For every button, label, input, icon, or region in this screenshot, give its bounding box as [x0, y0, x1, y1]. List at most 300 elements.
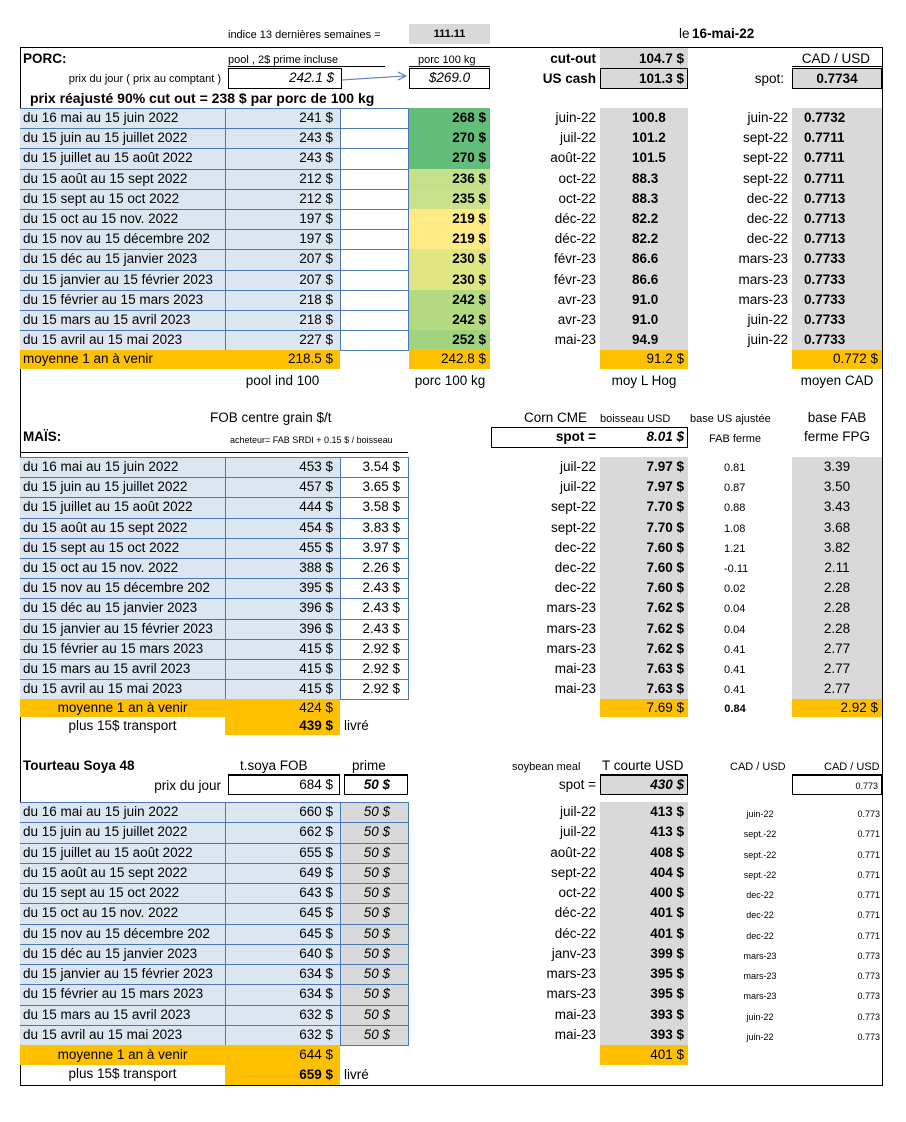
prix-jour-label: prix du jour ( prix au comptant ): [68, 73, 221, 85]
mais-base-value: 0.41: [724, 664, 746, 676]
porc-lhog-value: 101.2: [632, 130, 666, 146]
mais-avg-base: 0.84: [724, 703, 746, 715]
soya-avg-usd: 401 $: [650, 1047, 684, 1062]
soya-cad-value: 0.773: [857, 809, 880, 819]
porc-lhog-month: févr-23: [553, 251, 596, 267]
soya-cad-spot: 0.773: [855, 781, 878, 791]
mais-period: du 15 juillet au 15 août 2022: [23, 499, 193, 515]
mais-cme-value: 7.70 $: [646, 519, 684, 535]
porc-avg-label: moyenne 1 an à venir: [23, 351, 153, 366]
mais-bu-value: 2.43 $: [362, 580, 400, 596]
mais-fab-value: 3.82: [823, 539, 851, 555]
porc-cad-month: juin-22: [747, 312, 788, 327]
porc-pool-value: 197 $: [299, 231, 333, 247]
mais-bu-value: 2.92 $: [362, 640, 400, 656]
porc100-label: porc 100 kg: [418, 54, 476, 66]
porc-period: du 15 janvier au 15 février 2023: [23, 271, 213, 287]
pool-label: pool , 2$ prime incluse: [228, 54, 339, 66]
soya-cad-value: 0.773: [857, 950, 880, 961]
soya-month: mars-23: [546, 986, 596, 1002]
soya-period: du 15 déc au 15 janvier 2023: [23, 945, 198, 961]
mais-cme-value: 7.62 $: [646, 620, 684, 636]
soya-fob-value: 660 $: [299, 804, 333, 819]
mais-bu-value: 2.26 $: [362, 560, 400, 575]
porc-100kg-value: 242 $: [452, 291, 486, 307]
soya-avg-fob: 644 $: [299, 1047, 333, 1062]
soya-usd-value: 400 $: [650, 885, 684, 900]
cadusd-label-2: CAD / USD: [824, 761, 880, 773]
tcourte-label: T courte USD: [602, 758, 684, 773]
soya-prime-value: 50 $: [363, 1026, 390, 1042]
soya-cad-month: juin-22: [746, 809, 774, 819]
soya-cad-month: juin-22: [746, 1011, 774, 1022]
porc-cad-value: 0.7713: [804, 211, 846, 226]
porc-cad-month: dec-22: [746, 231, 788, 247]
boisseau-label: boisseau USD: [600, 413, 671, 425]
soya-cad-month: dec-22: [746, 890, 774, 900]
porc-pool-value: 197 $: [299, 211, 333, 226]
soya-fob-value: 632 $: [299, 1006, 333, 1022]
porc-cad-value: 0.7733: [804, 251, 846, 267]
soya-month: mai-23: [554, 1006, 596, 1022]
soya-usd-value: 401 $: [650, 925, 684, 941]
soya-period: du 15 février au 15 mars 2023: [23, 986, 204, 1002]
soya-fob-value: 655 $: [299, 844, 333, 860]
porc-pool-value: 218 $: [299, 291, 333, 307]
porc-period: du 15 déc au 15 janvier 2023: [23, 251, 198, 267]
porc-100kg-value: 268 $: [452, 110, 486, 125]
soya-cad-month: dec-22: [746, 910, 774, 921]
soya-period: du 15 juillet au 15 août 2022: [23, 844, 193, 860]
soya-cad-value: 0.771: [857, 890, 880, 900]
porc-lhog-month: juin-22: [555, 110, 596, 125]
mais-cme-month: mai-23: [554, 661, 596, 676]
mais-cme-value: 7.70 $: [646, 499, 684, 515]
mais-transport-value: 439 $: [299, 718, 333, 733]
cadusd-label: CAD / USD: [801, 51, 870, 66]
porc-cad-value: 0.7733: [804, 271, 846, 287]
mais-base-value: 1.21: [724, 542, 746, 555]
soya-period: du 15 janvier au 15 février 2023: [23, 966, 213, 981]
soya-prime-value: 50 $: [363, 925, 390, 941]
soya-prime-value: 50 $: [363, 885, 390, 900]
mais-fob-value: 395 $: [299, 580, 333, 596]
soya-cad-value: 0.771: [857, 829, 880, 840]
cutout-value: 104.7 $: [638, 51, 684, 66]
indice-value: 111.11: [433, 28, 466, 40]
fab-ferme-label: FAB ferme: [709, 433, 761, 445]
soya-cad-value: 0.771: [857, 849, 880, 860]
mais-period: du 15 déc au 15 janvier 2023: [23, 600, 198, 616]
soya-fob-value: 645 $: [299, 905, 333, 921]
indice-label: indice 13 dernières semaines =: [228, 29, 381, 41]
porc-100kg-value: 236 $: [452, 170, 486, 186]
porc-lhog-month: août-22: [550, 150, 596, 166]
porc-avg-pool: 218.5 $: [287, 351, 333, 366]
soya-period: du 15 sept au 15 oct 2022: [23, 885, 180, 900]
porc-cad-value: 0.7713: [804, 190, 846, 206]
soya-period: du 15 août au 15 sept 2022: [23, 864, 188, 880]
soya-month: mai-23: [554, 1026, 596, 1042]
mais-fab-value: 2.77: [823, 661, 851, 676]
mais-fab-value: 2.28: [823, 580, 851, 596]
mais-cme-value: 7.97 $: [646, 479, 684, 495]
porc-lhog-value: 82.2: [632, 231, 659, 247]
porc-100kg-value: 252 $: [452, 332, 486, 348]
soya-month: janv-23: [551, 945, 596, 961]
mais-spot-label: spot =: [555, 429, 596, 444]
porc-pool-value: 243 $: [299, 150, 333, 166]
porc-foot-lhog: moy L Hog: [611, 373, 677, 388]
porc-lhog-month: mai-23: [554, 332, 596, 348]
soya-cad-value: 0.771: [857, 869, 880, 880]
porc-period: du 15 février au 15 mars 2023: [23, 291, 204, 307]
arrow-icon: [342, 70, 410, 86]
mais-spot-value: 8.01 $: [646, 429, 684, 444]
mais-fab-value: 2.28: [823, 600, 851, 616]
mais-period: du 15 nov au 15 décembre 202: [23, 580, 210, 596]
mais-period: du 15 janvier au 15 février 2023: [23, 620, 213, 636]
report-date: 16-mai-22: [692, 26, 755, 41]
soya-period: du 15 avril au 15 mai 2023: [23, 1026, 183, 1042]
mais-fob-value: 457 $: [299, 479, 333, 495]
soya-cad-month: sept.-22: [743, 849, 777, 860]
soya-usd-value: 393 $: [650, 1006, 684, 1022]
porc-avg-lhog: 91.2 $: [646, 351, 684, 366]
porc-100kg-value: 230 $: [452, 271, 486, 287]
soya-prime-value: 50 $: [363, 844, 390, 860]
porc-cad-value: 0.7733: [804, 332, 846, 348]
soya-period: du 15 mars au 15 avril 2023: [23, 1006, 191, 1022]
soya-usd-value: 413 $: [650, 824, 684, 840]
soya-transport-value: 659 $: [299, 1067, 333, 1082]
mais-fab-value: 2.77: [823, 681, 851, 697]
mais-fob-value: 415 $: [299, 661, 333, 676]
porc-period: du 15 juillet au 15 août 2022: [23, 150, 193, 166]
porc-lhog-month: oct-22: [558, 170, 596, 186]
soya-prime-value: 50 $: [363, 804, 390, 819]
porc-100kg-value: 270 $: [452, 130, 486, 146]
porc-cad-month: juin-22: [747, 110, 788, 125]
porc-period: du 15 avril au 15 mai 2023: [23, 332, 183, 348]
mais-fab-value: 3.68: [823, 519, 851, 535]
mais-cme-month: juil-22: [559, 479, 596, 495]
porc-lhog-month: juil-22: [559, 130, 596, 146]
soya-cad-value: 0.771: [857, 930, 880, 941]
tsoya-label: t.soya FOB: [240, 758, 308, 773]
soya-fob-value: 645 $: [299, 925, 333, 941]
date-label: le: [679, 26, 690, 41]
mais-fab-value: 3.43: [823, 499, 851, 515]
mais-title: MAÏS:: [23, 429, 62, 444]
mais-cme-value: 7.63 $: [646, 681, 684, 697]
mais-fab-value: 3.50: [823, 479, 851, 495]
porc-lhog-value: 100.8: [632, 110, 666, 125]
mais-period: du 16 mai au 15 juin 2022: [23, 459, 179, 474]
soya-fob-value: 643 $: [299, 885, 333, 900]
soya-fob-value: 640 $: [299, 945, 333, 961]
prix-jour-value: 242.1 $: [288, 70, 334, 85]
meal-label: soybean meal: [512, 761, 581, 773]
porc-cad-month: sept-22: [742, 130, 788, 146]
soya-prime-value: 50 $: [363, 966, 390, 981]
mais-cme-value: 7.63 $: [646, 661, 684, 676]
porc-cad-value: 0.7733: [804, 291, 846, 307]
soya-prime-value: 50 $: [363, 1006, 390, 1022]
mais-avg-fob: 424 $: [299, 700, 333, 715]
mais-cme-month: mars-23: [546, 620, 596, 636]
soya-period: du 15 nov au 15 décembre 202: [23, 925, 210, 941]
porc-lhog-month: avr-23: [557, 291, 596, 307]
porc-cad-value: 0.7713: [804, 231, 846, 247]
mais-cme-month: dec-22: [554, 560, 596, 575]
mais-base-value: 0.81: [724, 462, 746, 474]
porc-period: du 15 mars au 15 avril 2023: [23, 312, 191, 327]
porc-cad-value: 0.7733: [804, 312, 846, 327]
soya-fob-value: 662 $: [299, 824, 333, 840]
mais-fab-value: 2.11: [824, 560, 850, 575]
mais-bu-value: 3.97 $: [362, 539, 400, 555]
porc-foot-porc: porc 100 kg: [414, 373, 486, 388]
soya-cad-value: 0.773: [857, 971, 880, 981]
mais-cme-value: 7.60 $: [646, 539, 684, 555]
soya-usd-value: 399 $: [650, 945, 684, 961]
mais-cme-month: mars-23: [546, 600, 596, 616]
porc-cad-month: mars-23: [738, 251, 788, 267]
porc-pool-value: 212 $: [299, 170, 333, 186]
mais-period: du 15 juin au 15 juillet 2022: [23, 479, 188, 495]
mais-fab-value: 3.39: [823, 459, 851, 474]
mais-transport-label: plus 15$ transport: [68, 718, 177, 733]
soya-usd-value: 395 $: [650, 986, 684, 1002]
mais-fob-value: 453 $: [299, 459, 333, 474]
soya-usd-value: 393 $: [650, 1026, 684, 1042]
mais-bu-value: 2.92 $: [362, 661, 400, 676]
cutout-label: cut-out: [550, 51, 596, 66]
porc-lhog-month: févr-23: [553, 271, 596, 287]
porc-period: du 15 oct au 15 nov. 2022: [23, 211, 179, 226]
mais-period: du 15 mars au 15 avril 2023: [23, 661, 191, 676]
mais-bu-value: 2.92 $: [362, 681, 400, 697]
mais-fob-value: 388 $: [299, 560, 333, 575]
mais-fob-value: 415 $: [299, 640, 333, 656]
porc-lhog-value: 91.0: [632, 312, 659, 327]
soya-usd-value: 404 $: [650, 864, 684, 880]
porc-period: du 15 juin au 15 juillet 2022: [23, 130, 188, 146]
soya-cad-value: 0.773: [857, 991, 880, 1002]
soya-spot-label: spot =: [558, 777, 596, 792]
porc-foot-cad: moyen CAD: [800, 373, 874, 388]
porc-lhog-value: 94.9: [632, 332, 659, 348]
porc-lhog-month: déc-22: [554, 211, 596, 226]
mais-cme-value: 7.62 $: [646, 600, 684, 616]
mais-base-value: -0.11: [724, 563, 749, 575]
soya-fob-value: 634 $: [299, 966, 333, 981]
soya-month: août-22: [550, 844, 596, 860]
mais-cme-value: 7.62 $: [646, 640, 684, 656]
porc-cad-month: dec-22: [746, 190, 788, 206]
mais-cme-month: sept-22: [550, 499, 596, 515]
mais-fob-value: 396 $: [299, 600, 333, 616]
mais-cme-month: dec-22: [554, 580, 596, 596]
soya-month: déc-22: [554, 925, 596, 941]
soya-usd-value: 413 $: [650, 804, 684, 819]
soya-title: Tourteau Soya 48: [23, 758, 135, 773]
ferme-fpg-label: ferme FPG: [803, 429, 870, 444]
soya-period: du 15 juin au 15 juillet 2022: [23, 824, 188, 840]
mais-cme-value: 7.60 $: [646, 560, 684, 575]
porc-pool-value: 218 $: [299, 312, 333, 327]
soya-fob-value: 634 $: [299, 986, 333, 1002]
porc-lhog-value: 88.3: [632, 170, 659, 186]
mais-base-value: 0.41: [724, 643, 746, 656]
mais-avg-fab: 2.92 $: [840, 700, 878, 715]
mais-fab-value: 2.28: [823, 620, 851, 636]
soya-period: du 15 oct au 15 nov. 2022: [23, 905, 179, 921]
porc-lhog-month: avr-23: [557, 312, 596, 327]
mais-cme-month: mars-23: [546, 640, 596, 656]
mais-period: du 15 août au 15 sept 2022: [23, 519, 188, 535]
mais-fob-value: 455 $: [299, 539, 333, 555]
porc-lhog-value: 88.3: [632, 190, 659, 206]
soya-prix-jour-value: 684 $: [299, 777, 333, 792]
porc-lhog-value: 101.5: [632, 150, 666, 166]
soya-cad-value: 0.771: [857, 910, 880, 921]
mais-base-value: 0.41: [724, 684, 746, 697]
soya-prime-value: 50 $: [363, 777, 390, 792]
porc-foot-pool: pool ind 100: [245, 373, 320, 388]
soya-usd-value: 395 $: [650, 966, 684, 981]
mais-bu-value: 3.54 $: [362, 459, 400, 474]
mais-base-value: 0.04: [724, 623, 746, 636]
base-fab-label: base FAB: [807, 410, 867, 425]
soya-cad-value: 0.773: [857, 1011, 880, 1022]
soya-cad-month: sept.-22: [743, 869, 777, 880]
soya-cad-month: mars-23: [743, 971, 777, 981]
soya-prime-value: 50 $: [363, 824, 390, 840]
mais-bu-value: 3.83 $: [362, 519, 400, 535]
mais-period: du 15 février au 15 mars 2023: [23, 640, 204, 656]
mais-fob-value: 444 $: [299, 499, 333, 515]
soya-cad-month: sept.-22: [743, 829, 777, 840]
soya-cad-value: 0.773: [857, 1031, 880, 1042]
porc-period: du 15 sept au 15 oct 2022: [23, 190, 180, 206]
porc-cad-value: 0.7711: [804, 130, 845, 146]
spot-label: spot:: [754, 71, 784, 86]
mais-cme-value: 7.97 $: [646, 459, 684, 474]
mais-bu-value: 3.58 $: [362, 499, 400, 515]
soya-usd-value: 401 $: [650, 905, 684, 921]
porc100-value: $269.0: [428, 70, 471, 85]
soya-livre: livré: [344, 1067, 369, 1082]
acheteur-note: acheteur= FAB SRDI + 0.15 $ / boisseau: [230, 435, 393, 445]
soya-cad-month: mars-23: [743, 991, 777, 1002]
mais-fob-value: 415 $: [299, 681, 333, 697]
uscash-value: 101.3 $: [638, 71, 684, 86]
soya-month: sept-22: [550, 864, 596, 880]
porc-cad-month: sept-22: [742, 170, 788, 186]
porc-cad-month: dec-22: [746, 211, 788, 226]
base-us-label: base US ajustée: [690, 413, 771, 425]
porc-cad-month: mars-23: [738, 291, 788, 307]
cadusd-label-1: CAD / USD: [730, 761, 786, 773]
porc-lhog-value: 82.2: [632, 211, 659, 226]
soya-cad-month: juin-22: [746, 1031, 774, 1042]
mais-bu-value: 2.43 $: [362, 600, 400, 616]
mais-base-value: 0.87: [724, 482, 746, 495]
soya-period: du 16 mai au 15 juin 2022: [23, 804, 179, 819]
porc-100kg-value: 235 $: [452, 190, 486, 206]
soya-fob-value: 632 $: [299, 1026, 333, 1042]
soya-month: juil-22: [559, 804, 596, 819]
porc-title: PORC:: [23, 51, 67, 66]
porc-pool-value: 207 $: [299, 251, 333, 267]
mais-fob-value: 396 $: [299, 620, 333, 636]
porc-period: du 16 mai au 15 juin 2022: [23, 110, 179, 125]
porc-100kg-value: 219 $: [452, 231, 486, 247]
porc-cad-value: 0.7711: [804, 150, 845, 166]
soya-prime-value: 50 $: [363, 864, 390, 880]
porc-100kg-value: 219 $: [452, 211, 486, 226]
porc-avg-porc: 242.8 $: [440, 351, 486, 366]
soya-spot-value: 430 $: [650, 777, 684, 792]
corn-label: Corn CME: [524, 410, 588, 425]
porc-100kg-value: 270 $: [452, 150, 486, 166]
mais-base-value: 1.08: [724, 522, 746, 535]
porc-pool-value: 243 $: [299, 130, 333, 146]
soya-prime-value: 50 $: [363, 986, 390, 1002]
soya-usd-value: 408 $: [650, 844, 684, 860]
soya-month: mars-23: [546, 966, 596, 981]
mais-period: du 15 sept au 15 oct 2022: [23, 539, 180, 555]
porc-cad-month: juin-22: [747, 332, 788, 348]
soya-cad-month: dec-22: [746, 930, 774, 941]
porc-cad-value: 0.7711: [804, 170, 845, 186]
mais-cme-month: sept-22: [550, 519, 596, 535]
porc-pool-value: 207 $: [299, 271, 333, 287]
mais-avg-cme: 7.69 $: [646, 700, 684, 715]
soya-prime-value: 50 $: [363, 905, 390, 921]
porc-lhog-value: 86.6: [632, 251, 659, 267]
soya-month: déc-22: [554, 905, 596, 921]
mais-cme-month: juil-22: [559, 459, 596, 474]
porc-cad-value: 0.7732: [804, 110, 846, 125]
mais-bu-value: 3.65 $: [362, 479, 400, 495]
porc-cad-month: sept-22: [742, 150, 788, 166]
porc-cad-month: mars-23: [738, 271, 788, 287]
mais-cme-value: 7.60 $: [646, 580, 684, 596]
mais-cme-month: mai-23: [554, 681, 596, 697]
porc-period: du 15 août au 15 sept 2022: [23, 170, 188, 186]
prime-label: prime: [352, 758, 386, 773]
porc-100kg-value: 230 $: [452, 251, 486, 267]
soya-avg-label: moyenne 1 an à venir: [57, 1047, 188, 1062]
soya-cad-month: mars-23: [743, 950, 777, 961]
reajuste-text: prix réajusté 90% cut out = 238 $ par porc de 100 kg: [30, 90, 375, 106]
mais-base-value: 0.88: [724, 502, 746, 515]
porc-lhog-month: déc-22: [554, 231, 596, 247]
porc-pool-value: 227 $: [299, 332, 333, 348]
spot-value: 0.7734: [816, 71, 858, 86]
soya-prime-value: 50 $: [363, 945, 390, 961]
mais-bu-value: 2.43 $: [362, 620, 400, 636]
porc-pool-value: 241 $: [299, 110, 333, 125]
mais-base-value: 0.04: [724, 603, 746, 616]
porc-pool-value: 212 $: [299, 190, 333, 206]
porc-lhog-value: 86.6: [632, 271, 659, 287]
soya-month: juil-22: [559, 824, 596, 840]
mais-period: du 15 oct au 15 nov. 2022: [23, 560, 179, 575]
